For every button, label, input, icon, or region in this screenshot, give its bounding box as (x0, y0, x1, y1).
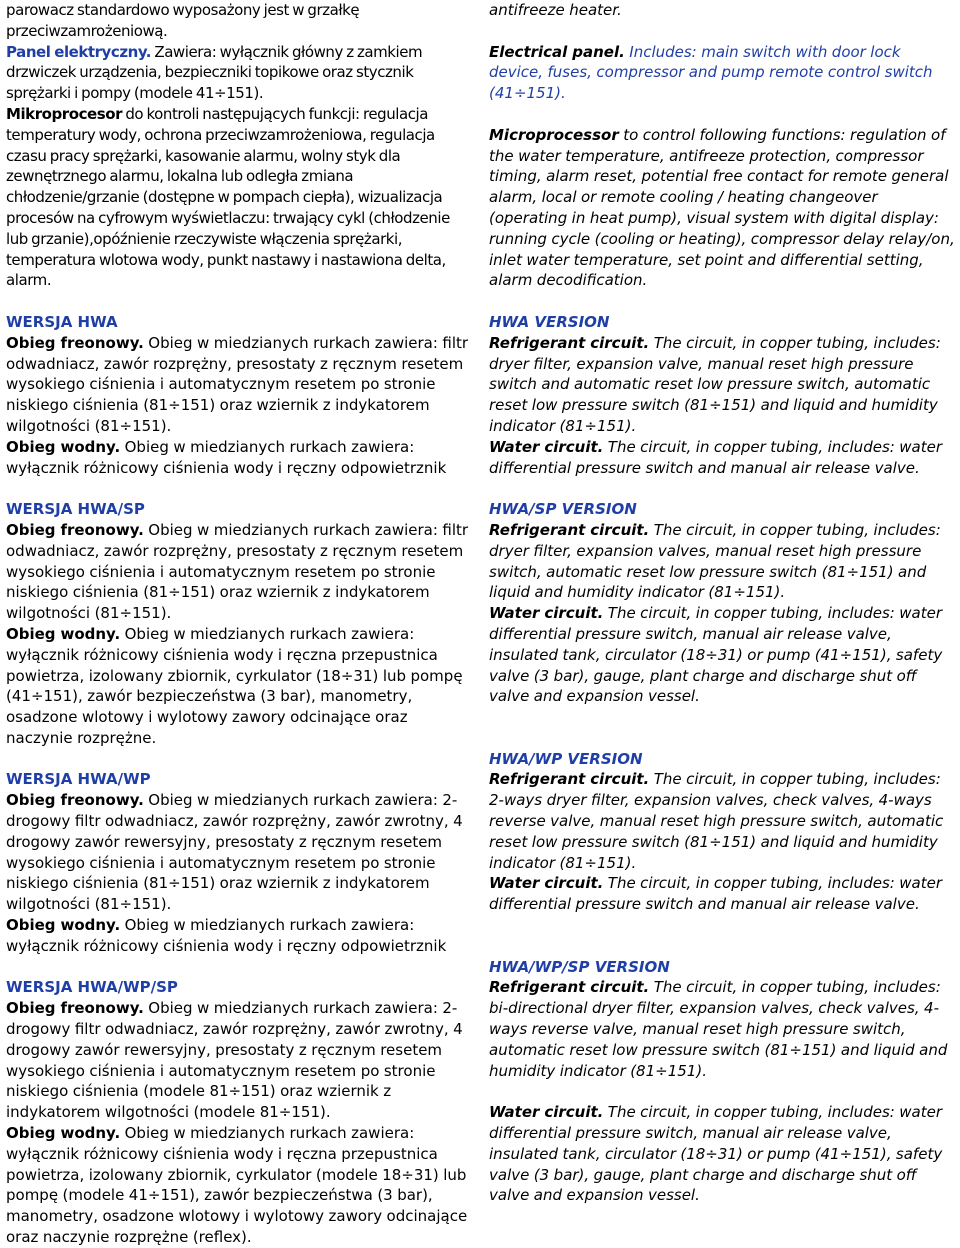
electrical-panel-text: Zawiera: wyłącznik główny z zamkiem drzwiczek urządzenia, bezpieczniki topikowe oraz stycznik sprężarki i pompy (modele 41÷151). (6, 42, 423, 103)
hwa-wp-refrigerant-lead: Obieg freonowy. (6, 791, 144, 810)
hwa-wp-refrigerant-paragraph (6, 790, 472, 915)
hwa-sp-refrigerant-paragraph-en (489, 520, 955, 603)
spacer (489, 1081, 955, 1102)
hwa-wp-sp-refrigerant-text-en: The circuit, in copper tubing, includes: bi-directional dryer filter, expansion valves, check valves, 4-ways reverse valve, manual reset high pressure switch, automatic reset low pressure switch (81÷151) and liquid and humidity indicator (81÷151). (489, 978, 948, 1080)
hwa-sp-refrigerant-lead: Obieg freonowy. (6, 520, 144, 539)
hwa-wp-sp-water-paragraph (6, 1123, 472, 1248)
hwa-title-en: HWA VERSION (489, 312, 610, 331)
spacer (489, 915, 955, 957)
hwa-sp-refrigerant-text-en: The circuit, in copper tubing, includes: dryer filter, expansion valves, manual reset high pressure switch, automatic reset low pressure switch (81÷151) and liquid and humidity indicator (81÷151). (489, 520, 941, 602)
hwa-wp-water-text: Obieg w miedzianych rurkach zawiera: wyłącznik różnicowy ciśnienia wody i ręczny odpowietrznik (6, 916, 447, 955)
hwa-water-text: Obieg w miedzianych rurkach zawiera: wyłącznik różnicowy ciśnienia wody i ręczny odpowietrznik (6, 437, 447, 477)
microprocessor-lead-en: Microprocessor (489, 125, 619, 144)
hwa-wp-refrigerant-lead-en: Refrigerant circuit. (489, 770, 650, 789)
hwa-wp-water-paragraph-en (489, 873, 955, 915)
hwa-refrigerant-text: Obieg w miedzianych rurkach zawiera: filtr odwadniacz, zawór rozprężny, presostaty z ręcznym resetem wysokiego ciśnienia i automatycznym resetem po stronie niskiego ciśnienia (81÷151) oraz wziernik z indykatorem wilgotności (81÷151). (6, 333, 469, 435)
hwa-wp-title: WERSJA HWA/WP (6, 770, 151, 789)
hwa-wp-water-lead-en: Water circuit. (489, 874, 604, 893)
spacer (489, 104, 955, 125)
hwa-wp-sp-water-lead-en: Water circuit. (489, 1103, 604, 1122)
hwa-sp-water-lead-en: Water circuit. (489, 604, 604, 623)
spacer (489, 707, 955, 749)
electrical-panel-paragraph (6, 42, 472, 104)
hwa-wp-sp-refrigerant-lead-en: Refrigerant circuit. (489, 978, 650, 997)
microprocessor-paragraph-en (489, 125, 955, 291)
hwa-wp-water-text-en: The circuit, in copper tubing, includes: water differential pressure switch and manual air release valve. (489, 874, 943, 914)
hwa-wp-sp-refrigerant-paragraph (6, 998, 472, 1123)
hwa-refrigerant-lead: Obieg freonowy. (6, 333, 144, 352)
hwa-wp-refrigerant-text: Obieg w miedzianych rurkach zawiera: 2-drogowy filtr odwadniacz, zawór rozprężny, zawór zwrotny, 4 drogowy zawór rewersyjny, presostaty z ręcznym resetem wysokiego ciśnienia i automatycznym resetem po stronie niskiego ciśnienia (81÷151) oraz wziernik z indykatorem wilgotności (81÷151). (6, 791, 463, 914)
hwa-wp-sp-water-paragraph-en (489, 1102, 955, 1206)
hwa-sp-title-en: HWA/SP VERSION (489, 500, 637, 519)
hwa-water-paragraph (6, 437, 472, 479)
hwa-wp-sp-water-text: Obieg w miedzianych rurkach zawiera: wyłącznik różnicowy ciśnienia wody i ręczna przepustnica powietrza, izolowany zbiornik, cyrkulator (modele 18÷31) lub pompę (modele 41÷151), zawór bezpieczeństwa (3 bar), manometry, osadzone wlotowy i wylotowy zawory odcinające oraz naczynie rozprężne (reflex). (6, 1124, 468, 1247)
hwa-wp-sp-title: WERSJA HWA/WP/SP (6, 978, 178, 997)
hwa-refrigerant-paragraph-en (489, 333, 955, 437)
hwa-sp-refrigerant-lead-en: Refrigerant circuit. (489, 520, 650, 539)
hwa-wp-sp-refrigerant-lead: Obieg freonowy. (6, 999, 144, 1018)
spacer (489, 291, 955, 312)
hwa-wp-sp-refrigerant-text: Obieg w miedzianych rurkach zawiera: 2-drogowy filtr odwadniacz, zawór rozprężny, zawór zwrotny, 4 drogowy zawór rewersyjny, presostaty z ręcznym resetem wysokiego ciśnienia i automatycznym resetem po stronie niskiego ciśnienia (modele 81÷151) oraz wziernik z indykatorem wilgotności (modele 81÷151). (6, 999, 463, 1122)
spacer (6, 749, 472, 770)
electrical-panel-paragraph-en (489, 42, 955, 104)
hwa-wp-refrigerant-paragraph-en (489, 769, 955, 873)
hwa-water-lead: Obieg wodny. (6, 437, 121, 456)
hwa-water-paragraph-en (489, 437, 955, 479)
hwa-sp-water-paragraph (6, 624, 472, 749)
intro-text-en: antifreeze heater. (489, 1, 622, 19)
electrical-panel-lead-en: Electrical panel. (489, 42, 625, 61)
spacer (6, 291, 472, 312)
hwa-wp-sp-water-text-en: The circuit, in copper tubing, includes: water differential pressure switch, manual air release valve, insulated tank, circulator (18÷31) or pump (41÷151), safety valve (3 bar), gauge, plant charge and discharge shut off valve and expansion vessel. (489, 1103, 943, 1205)
hwa-wp-sp-refrigerant-paragraph-en (489, 977, 955, 1081)
microprocessor-lead: Mikroprocesor (6, 104, 123, 123)
hwa-water-text-en: The circuit, in copper tubing, includes: water differential pressure switch and manual air release valve. (489, 437, 943, 477)
hwa-wp-refrigerant-text-en: The circuit, in copper tubing, includes: 2-ways dryer filter, expansion valves, check valves, 4-ways reverse valve, manual reset high pressure switch, automatic reset low pressure switch (81÷151) and liquid and humidity indicator (81÷151). (489, 770, 944, 872)
hwa-title: WERSJA HWA (6, 312, 118, 331)
microprocessor-text-en: to control following functions: regulation of the water temperature, antifreeze protection, compressor timing, alarm reset, potential free contact for remote general alarm, local or remote cooling / heating changeover (operating in heat pump), visual system with digital display: running cycle (cooling or heating), compressor delay relay/on, inlet water temperature, set point and differential setting, alarm decodification. (489, 125, 955, 290)
hwa-sp-title: WERSJA HWA/SP (6, 500, 145, 519)
microprocessor-paragraph (6, 104, 472, 291)
intro-text: parowacz standardowo wyposażony jest w grzałkę przeciwzamrożeniową. (6, 1, 360, 40)
hwa-sp-water-lead: Obieg wodny. (6, 624, 121, 643)
hwa-wp-sp-water-lead: Obieg wodny. (6, 1124, 121, 1143)
electrical-panel-lead: Panel elektryczny. (6, 42, 152, 61)
electrical-panel-text-en: Includes: main switch with door lock device, fuses, compressor and pump remote control switch (41÷151). (489, 42, 933, 103)
spacer (489, 21, 955, 42)
hwa-wp-water-lead: Obieg wodny. (6, 916, 121, 935)
hwa-wp-water-paragraph (6, 915, 472, 957)
microprocessor-text: do kontroli następujących funkcji: regulacja temperatury wody, ochrona przeciwzamrożeniowa, regulacja czasu pracy sprężarki, kasowanie alarmu, wolny styk dla zewnętrznego alarmu, lokalna lub odległa zmiana chłodzenie/grzanie (dostępne w pompach ciepła), wizualizacja procesów na cyfrowym wyświetlaczu: trwający cykl (chłodzenie lub grzanie),opóźnienie rzeczywiste włączenia sprężarki, temperatura wlotowa wody, punkt nastawy i nastawiona delta, alarm. (6, 104, 450, 290)
hwa-water-lead-en: Water circuit. (489, 437, 604, 456)
hwa-wp-title-en: HWA/WP VERSION (489, 749, 643, 768)
spacer (6, 478, 472, 499)
hwa-sp-water-text-en: The circuit, in copper tubing, includes: water differential pressure switch, manual air release valve, insulated tank, circulator (18÷31) or pump (41÷151), safety valve (3 bar), gauge, plant charge and discharge shut off valve and expansion vessel. (489, 604, 943, 706)
hwa-wp-sp-title-en: HWA/WP/SP VERSION (489, 957, 670, 976)
hwa-sp-refrigerant-text: Obieg w miedzianych rurkach zawiera: filtr odwadniacz, zawór rozprężny, presostaty z ręcznym resetem wysokiego ciśnienia i automatycznym resetem po stronie niskiego ciśnienia (81÷151) oraz wziernik z indykatorem wilgotności (81÷151). (6, 520, 469, 623)
hwa-sp-water-text: Obieg w miedzianych rurkach zawiera: wyłącznik różnicowy ciśnienia wody i ręczna przepustnica powietrza, izolowany zbiornik, cyrkulator (18÷31) lub pompę (41÷151), zawór bezpieczeństwa (3 bar), manometry, osadzone wlotowy i wylotowy zawory odcinające oraz naczynie rozprężne. (6, 624, 463, 747)
hwa-sp-water-paragraph-en (489, 603, 955, 707)
spacer (6, 957, 472, 978)
polish-column (6, 0, 472, 1248)
hwa-refrigerant-paragraph (6, 333, 472, 437)
english-column (489, 0, 955, 1206)
hwa-refrigerant-lead-en: Refrigerant circuit. (489, 333, 650, 352)
hwa-sp-refrigerant-paragraph (6, 520, 472, 624)
hwa-refrigerant-text-en: The circuit, in copper tubing, includes: dryer filter, expansion valve, manual reset high pressure switch and automatic reset low pressure switch, automatic reset low pressure switch (81÷151) and liquid and humidity indicator (81÷151). (489, 333, 941, 435)
spacer (489, 478, 955, 499)
